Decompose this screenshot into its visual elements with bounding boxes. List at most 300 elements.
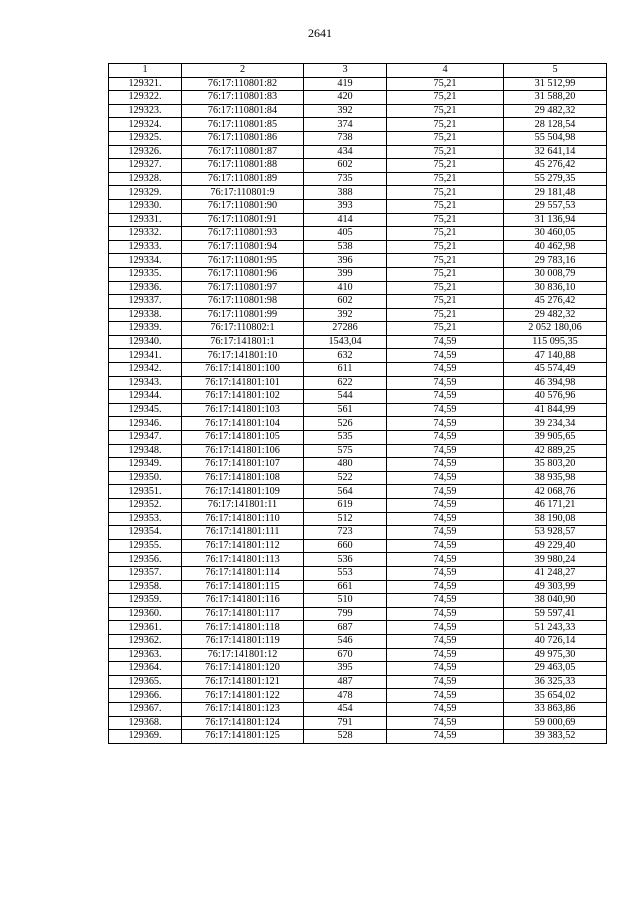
cadastral-number-cell: 76:17:110801:96 <box>182 267 304 281</box>
rate-cell: 74,59 <box>387 702 504 716</box>
table-row <box>109 716 607 730</box>
cadastral-number-cell: 76:17:110801:94 <box>182 240 304 254</box>
cadastral-number-cell: 76:17:141801:123 <box>182 702 304 716</box>
value-cell: 45 574,49 <box>504 363 607 377</box>
row-number-cell: 129369. <box>109 730 182 744</box>
area-cell: 632 <box>304 349 387 363</box>
table-row <box>109 403 607 417</box>
cadastral-number-cell: 76:17:141801:115 <box>182 580 304 594</box>
rate-cell: 75,21 <box>387 131 504 145</box>
table-row <box>109 730 607 744</box>
table-row <box>109 390 607 404</box>
row-number-cell: 129365. <box>109 675 182 689</box>
table-row <box>109 431 607 445</box>
cadastral-number-cell: 76:17:110801:90 <box>182 199 304 213</box>
area-cell: 392 <box>304 104 387 118</box>
row-number-cell: 129363. <box>109 648 182 662</box>
column-header-1: 1 <box>109 64 182 78</box>
value-cell: 46 394,98 <box>504 376 607 390</box>
table-row <box>109 675 607 689</box>
row-number-cell: 129367. <box>109 702 182 716</box>
row-number-cell: 129321. <box>109 77 182 91</box>
data-table <box>108 63 607 744</box>
rate-cell: 74,59 <box>387 566 504 580</box>
value-cell: 30 836,10 <box>504 281 607 295</box>
rate-cell: 74,59 <box>387 621 504 635</box>
row-number-cell: 129359. <box>109 594 182 608</box>
rate-cell: 74,59 <box>387 349 504 363</box>
row-number-cell: 129357. <box>109 566 182 580</box>
row-number-cell: 129333. <box>109 240 182 254</box>
rate-cell: 74,59 <box>387 485 504 499</box>
cadastral-number-cell: 76:17:110801:86 <box>182 131 304 145</box>
rate-cell: 74,59 <box>387 444 504 458</box>
cadastral-number-cell: 76:17:141801:108 <box>182 471 304 485</box>
table-row <box>109 458 607 472</box>
row-number-cell: 129348. <box>109 444 182 458</box>
rate-cell: 74,59 <box>387 526 504 540</box>
table-row <box>109 322 607 336</box>
column-header-2: 2 <box>182 64 304 78</box>
row-number-cell: 129343. <box>109 376 182 390</box>
row-number-cell: 129324. <box>109 118 182 132</box>
row-number-cell: 129338. <box>109 308 182 322</box>
table-row <box>109 254 607 268</box>
cadastral-number-cell: 76:17:141801:118 <box>182 621 304 635</box>
rate-cell: 74,59 <box>387 607 504 621</box>
cadastral-number-cell: 76:17:110801:9 <box>182 186 304 200</box>
row-number-cell: 129342. <box>109 363 182 377</box>
rate-cell: 74,59 <box>387 675 504 689</box>
table-row <box>109 662 607 676</box>
table-row <box>109 376 607 390</box>
rate-cell: 75,21 <box>387 254 504 268</box>
rate-cell: 75,21 <box>387 227 504 241</box>
table-row <box>109 145 607 159</box>
table-row <box>109 281 607 295</box>
area-cell: 622 <box>304 376 387 390</box>
rate-cell: 74,59 <box>387 363 504 377</box>
area-cell: 544 <box>304 390 387 404</box>
rate-cell: 75,21 <box>387 322 504 336</box>
table-row <box>109 295 607 309</box>
value-cell: 29 482,32 <box>504 308 607 322</box>
area-cell: 510 <box>304 594 387 608</box>
area-cell: 434 <box>304 145 387 159</box>
table-row <box>109 335 607 349</box>
table-row <box>109 417 607 431</box>
rate-cell: 74,59 <box>387 648 504 662</box>
value-cell: 40 576,96 <box>504 390 607 404</box>
value-cell: 53 928,57 <box>504 526 607 540</box>
rate-cell: 74,59 <box>387 634 504 648</box>
row-number-cell: 129336. <box>109 281 182 295</box>
value-cell: 38 935,98 <box>504 471 607 485</box>
area-cell: 419 <box>304 77 387 91</box>
cadastral-number-cell: 76:17:110801:95 <box>182 254 304 268</box>
area-cell: 799 <box>304 607 387 621</box>
rate-cell: 75,21 <box>387 308 504 322</box>
value-cell: 38 040,90 <box>504 594 607 608</box>
cadastral-number-cell: 76:17:141801:111 <box>182 526 304 540</box>
value-cell: 49 303,99 <box>504 580 607 594</box>
rate-cell: 75,21 <box>387 186 504 200</box>
value-cell: 45 276,42 <box>504 295 607 309</box>
column-header-3: 3 <box>304 64 387 78</box>
cadastral-number-cell: 76:17:141801:119 <box>182 634 304 648</box>
rate-cell: 74,59 <box>387 471 504 485</box>
cadastral-number-cell: 76:17:110801:97 <box>182 281 304 295</box>
area-cell: 538 <box>304 240 387 254</box>
rate-cell: 75,21 <box>387 104 504 118</box>
value-cell: 46 171,21 <box>504 499 607 513</box>
row-number-cell: 129327. <box>109 159 182 173</box>
row-number-cell: 129366. <box>109 689 182 703</box>
row-number-cell: 129353. <box>109 512 182 526</box>
table-row <box>109 349 607 363</box>
cadastral-number-cell: 76:17:141801:104 <box>182 417 304 431</box>
cadastral-number-cell: 76:17:141801:113 <box>182 553 304 567</box>
row-number-cell: 129350. <box>109 471 182 485</box>
value-cell: 35 654,02 <box>504 689 607 703</box>
table-row <box>109 308 607 322</box>
cadastral-number-cell: 76:17:141801:11 <box>182 499 304 513</box>
value-cell: 30 008,79 <box>504 267 607 281</box>
table-row <box>109 499 607 513</box>
row-number-cell: 129339. <box>109 322 182 336</box>
page-number: 2641 <box>308 26 332 40</box>
rate-cell: 74,59 <box>387 580 504 594</box>
row-number-cell: 129323. <box>109 104 182 118</box>
value-cell: 39 980,24 <box>504 553 607 567</box>
table-row <box>109 580 607 594</box>
row-number-cell: 129361. <box>109 621 182 635</box>
table-row <box>109 621 607 635</box>
rate-cell: 75,21 <box>387 199 504 213</box>
rate-cell: 75,21 <box>387 118 504 132</box>
value-cell: 2 052 180,06 <box>504 322 607 336</box>
cadastral-number-cell: 76:17:110801:89 <box>182 172 304 186</box>
table-row <box>109 512 607 526</box>
area-cell: 388 <box>304 186 387 200</box>
table-row <box>109 539 607 553</box>
cadastral-number-cell: 76:17:141801:100 <box>182 363 304 377</box>
rate-cell: 75,21 <box>387 295 504 309</box>
cadastral-number-cell: 76:17:141801:101 <box>182 376 304 390</box>
table-row <box>109 77 607 91</box>
area-cell: 395 <box>304 662 387 676</box>
table-row <box>109 186 607 200</box>
row-number-cell: 129345. <box>109 403 182 417</box>
rate-cell: 74,59 <box>387 539 504 553</box>
value-cell: 49 975,30 <box>504 648 607 662</box>
value-cell: 31 512,99 <box>504 77 607 91</box>
value-cell: 47 140,88 <box>504 349 607 363</box>
rate-cell: 74,59 <box>387 716 504 730</box>
rate-cell: 75,21 <box>387 172 504 186</box>
value-cell: 115 095,35 <box>504 335 607 349</box>
row-number-cell: 129355. <box>109 539 182 553</box>
rate-cell: 74,59 <box>387 390 504 404</box>
row-number-cell: 129341. <box>109 349 182 363</box>
table-body <box>109 77 607 743</box>
cadastral-number-cell: 76:17:110802:1 <box>182 322 304 336</box>
area-cell: 27286 <box>304 322 387 336</box>
value-cell: 28 128,54 <box>504 118 607 132</box>
rate-cell: 75,21 <box>387 77 504 91</box>
table-row <box>109 172 607 186</box>
area-cell: 661 <box>304 580 387 594</box>
row-number-cell: 129362. <box>109 634 182 648</box>
row-number-cell: 129356. <box>109 553 182 567</box>
column-header-5: 5 <box>504 64 607 78</box>
rate-cell: 75,21 <box>387 213 504 227</box>
table-row <box>109 240 607 254</box>
area-cell: 393 <box>304 199 387 213</box>
cadastral-number-cell: 76:17:141801:125 <box>182 730 304 744</box>
row-number-cell: 129334. <box>109 254 182 268</box>
table-row <box>109 91 607 105</box>
cadastral-number-cell: 76:17:141801:106 <box>182 444 304 458</box>
area-cell: 528 <box>304 730 387 744</box>
cadastral-number-cell: 76:17:141801:109 <box>182 485 304 499</box>
rate-cell: 74,59 <box>387 458 504 472</box>
row-number-cell: 129331. <box>109 213 182 227</box>
area-cell: 487 <box>304 675 387 689</box>
value-cell: 40 726,14 <box>504 634 607 648</box>
area-cell: 420 <box>304 91 387 105</box>
area-cell: 561 <box>304 403 387 417</box>
table-row <box>109 444 607 458</box>
row-number-cell: 129368. <box>109 716 182 730</box>
rate-cell: 75,21 <box>387 159 504 173</box>
rate-cell: 74,59 <box>387 594 504 608</box>
row-number-cell: 129351. <box>109 485 182 499</box>
area-cell: 512 <box>304 512 387 526</box>
value-cell: 31 588,20 <box>504 91 607 105</box>
row-number-cell: 129335. <box>109 267 182 281</box>
cadastral-number-cell: 76:17:141801:114 <box>182 566 304 580</box>
row-number-cell: 129328. <box>109 172 182 186</box>
row-number-cell: 129340. <box>109 335 182 349</box>
table-row <box>109 199 607 213</box>
area-cell: 575 <box>304 444 387 458</box>
cadastral-number-cell: 76:17:141801:110 <box>182 512 304 526</box>
cadastral-number-cell: 76:17:110801:88 <box>182 159 304 173</box>
area-cell: 536 <box>304 553 387 567</box>
rate-cell: 75,21 <box>387 281 504 295</box>
area-cell: 660 <box>304 539 387 553</box>
area-cell: 602 <box>304 159 387 173</box>
cadastral-number-cell: 76:17:141801:105 <box>182 431 304 445</box>
area-cell: 602 <box>304 295 387 309</box>
rate-cell: 74,59 <box>387 403 504 417</box>
table-row <box>109 553 607 567</box>
table-row <box>109 702 607 716</box>
area-cell: 478 <box>304 689 387 703</box>
row-number-cell: 129332. <box>109 227 182 241</box>
area-cell: 522 <box>304 471 387 485</box>
rate-cell: 74,59 <box>387 499 504 513</box>
value-cell: 29 557,53 <box>504 199 607 213</box>
cadastral-number-cell: 76:17:141801:122 <box>182 689 304 703</box>
area-cell: 535 <box>304 431 387 445</box>
row-number-cell: 129337. <box>109 295 182 309</box>
table-row <box>109 227 607 241</box>
area-cell: 723 <box>304 526 387 540</box>
value-cell: 32 641,14 <box>504 145 607 159</box>
value-cell: 31 136,94 <box>504 213 607 227</box>
value-cell: 59 597,41 <box>504 607 607 621</box>
table-row <box>109 594 607 608</box>
area-cell: 619 <box>304 499 387 513</box>
cadastral-number-cell: 76:17:141801:12 <box>182 648 304 662</box>
cadastral-number-cell: 76:17:141801:120 <box>182 662 304 676</box>
area-cell: 399 <box>304 267 387 281</box>
row-number-cell: 129344. <box>109 390 182 404</box>
rate-cell: 74,59 <box>387 431 504 445</box>
value-cell: 42 068,76 <box>504 485 607 499</box>
value-cell: 38 190,08 <box>504 512 607 526</box>
cadastral-number-cell: 76:17:110801:93 <box>182 227 304 241</box>
row-number-cell: 129347. <box>109 431 182 445</box>
row-number-cell: 129354. <box>109 526 182 540</box>
cadastral-number-cell: 76:17:110801:84 <box>182 104 304 118</box>
cadastral-number-cell: 76:17:141801:107 <box>182 458 304 472</box>
rate-cell: 74,59 <box>387 730 504 744</box>
value-cell: 39 905,65 <box>504 431 607 445</box>
area-cell: 405 <box>304 227 387 241</box>
cadastral-number-cell: 76:17:110801:83 <box>182 91 304 105</box>
row-number-cell: 129346. <box>109 417 182 431</box>
cadastral-number-cell: 76:17:110801:98 <box>182 295 304 309</box>
rate-cell: 75,21 <box>387 267 504 281</box>
value-cell: 35 803,20 <box>504 458 607 472</box>
cadastral-number-cell: 76:17:141801:1 <box>182 335 304 349</box>
cadastral-number-cell: 76:17:110801:87 <box>182 145 304 159</box>
cadastral-number-cell: 76:17:141801:124 <box>182 716 304 730</box>
area-cell: 410 <box>304 281 387 295</box>
row-number-cell: 129322. <box>109 91 182 105</box>
rate-cell: 74,59 <box>387 417 504 431</box>
value-cell: 29 181,48 <box>504 186 607 200</box>
table-row <box>109 526 607 540</box>
area-cell: 396 <box>304 254 387 268</box>
area-cell: 687 <box>304 621 387 635</box>
value-cell: 59 000,69 <box>504 716 607 730</box>
cadastral-number-cell: 76:17:110801:91 <box>182 213 304 227</box>
area-cell: 546 <box>304 634 387 648</box>
value-cell: 51 243,33 <box>504 621 607 635</box>
value-cell: 29 783,16 <box>504 254 607 268</box>
row-number-cell: 129330. <box>109 199 182 213</box>
cadastral-number-cell: 76:17:141801:103 <box>182 403 304 417</box>
header-row <box>109 64 607 78</box>
cadastral-number-cell: 76:17:141801:117 <box>182 607 304 621</box>
rate-cell: 74,59 <box>387 662 504 676</box>
table-row <box>109 118 607 132</box>
area-cell: 553 <box>304 566 387 580</box>
value-cell: 42 889,25 <box>504 444 607 458</box>
value-cell: 29 463,05 <box>504 662 607 676</box>
row-number-cell: 129349. <box>109 458 182 472</box>
row-number-cell: 129358. <box>109 580 182 594</box>
row-number-cell: 129352. <box>109 499 182 513</box>
table-row <box>109 213 607 227</box>
rate-cell: 74,59 <box>387 512 504 526</box>
area-cell: 611 <box>304 363 387 377</box>
table-row <box>109 104 607 118</box>
value-cell: 45 276,42 <box>504 159 607 173</box>
value-cell: 55 504,98 <box>504 131 607 145</box>
table-row <box>109 566 607 580</box>
value-cell: 33 863,86 <box>504 702 607 716</box>
rate-cell: 75,21 <box>387 240 504 254</box>
cadastral-number-cell: 76:17:141801:121 <box>182 675 304 689</box>
rate-cell: 75,21 <box>387 145 504 159</box>
area-cell: 738 <box>304 131 387 145</box>
table-row <box>109 471 607 485</box>
column-header-4: 4 <box>387 64 504 78</box>
cadastral-number-cell: 76:17:141801:102 <box>182 390 304 404</box>
area-cell: 480 <box>304 458 387 472</box>
table-row <box>109 485 607 499</box>
value-cell: 39 383,52 <box>504 730 607 744</box>
cadastral-number-cell: 76:17:141801:116 <box>182 594 304 608</box>
cadastral-number-cell: 76:17:141801:10 <box>182 349 304 363</box>
value-cell: 55 279,35 <box>504 172 607 186</box>
table-row <box>109 267 607 281</box>
cadastral-number-cell: 76:17:141801:112 <box>182 539 304 553</box>
value-cell: 36 325,33 <box>504 675 607 689</box>
table-row <box>109 689 607 703</box>
value-cell: 39 234,34 <box>504 417 607 431</box>
rate-cell: 75,21 <box>387 91 504 105</box>
cadastral-number-cell: 76:17:110801:85 <box>182 118 304 132</box>
row-number-cell: 129329. <box>109 186 182 200</box>
table-row <box>109 634 607 648</box>
row-number-cell: 129364. <box>109 662 182 676</box>
area-cell: 526 <box>304 417 387 431</box>
value-cell: 30 460,05 <box>504 227 607 241</box>
area-cell: 791 <box>304 716 387 730</box>
rate-cell: 74,59 <box>387 553 504 567</box>
table-row <box>109 131 607 145</box>
value-cell: 40 462,98 <box>504 240 607 254</box>
row-number-cell: 129326. <box>109 145 182 159</box>
area-cell: 735 <box>304 172 387 186</box>
table-row <box>109 648 607 662</box>
row-number-cell: 129360. <box>109 607 182 621</box>
area-cell: 374 <box>304 118 387 132</box>
value-cell: 41 844,99 <box>504 403 607 417</box>
table-row <box>109 607 607 621</box>
area-cell: 670 <box>304 648 387 662</box>
row-number-cell: 129325. <box>109 131 182 145</box>
table-row <box>109 159 607 173</box>
area-cell: 414 <box>304 213 387 227</box>
value-cell: 41 248,27 <box>504 566 607 580</box>
rate-cell: 74,59 <box>387 689 504 703</box>
table-row <box>109 363 607 377</box>
cadastral-number-cell: 76:17:110801:82 <box>182 77 304 91</box>
value-cell: 49 229,40 <box>504 539 607 553</box>
value-cell: 29 482,32 <box>504 104 607 118</box>
rate-cell: 74,59 <box>387 335 504 349</box>
area-cell: 454 <box>304 702 387 716</box>
cadastral-number-cell: 76:17:110801:99 <box>182 308 304 322</box>
area-cell: 1543,04 <box>304 335 387 349</box>
